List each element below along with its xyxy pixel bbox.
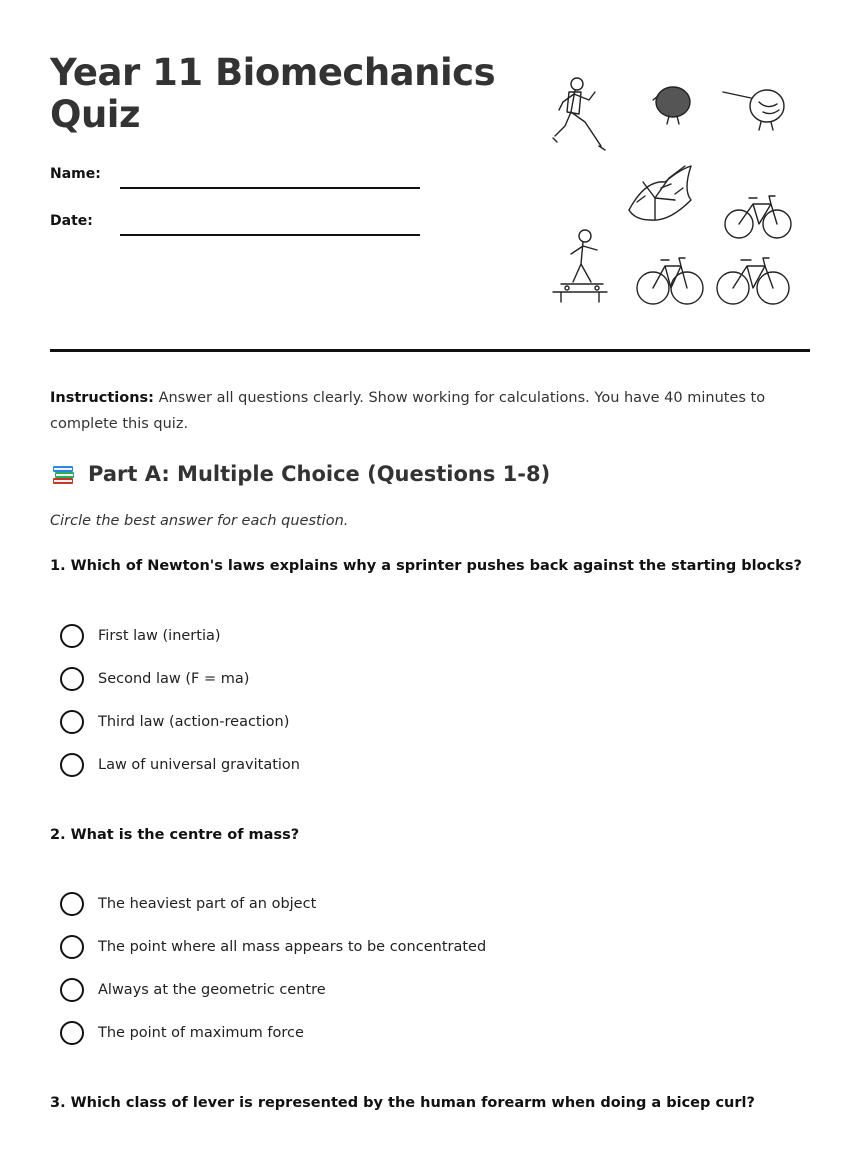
- option-label: The point of maximum force: [98, 1025, 304, 1041]
- instructions-text: Answer all questions clearly. Show working for calculations. You have 40 minutes to complete this quiz.: [50, 390, 766, 432]
- part-a-heading: [50, 460, 550, 488]
- radio-circle[interactable]: [60, 753, 84, 777]
- q1-option-d[interactable]: [60, 752, 300, 778]
- part-a-note: Circle the best answer for each question.: [50, 513, 349, 529]
- radio-circle[interactable]: [60, 892, 84, 916]
- q2-option-d[interactable]: [60, 1020, 304, 1046]
- name-label: Name:: [50, 166, 101, 182]
- runner-icon: [553, 78, 605, 150]
- option-label: Third law (action-reaction): [98, 714, 290, 730]
- radio-circle[interactable]: [60, 667, 84, 691]
- option-label: Second law (F = ma): [98, 671, 250, 687]
- radio-circle[interactable]: [60, 624, 84, 648]
- instructions-label: Instructions:: [50, 390, 154, 406]
- bicycle-icon: [725, 196, 791, 238]
- q2-option-a[interactable]: [60, 891, 316, 917]
- option-label: Law of universal gravitation: [98, 757, 300, 773]
- page-title: Year 11 Biomechanics Quiz: [50, 51, 496, 136]
- skateboarder-icon: [553, 230, 607, 302]
- books-icon: [50, 460, 78, 488]
- bicycle-icon: [637, 258, 703, 304]
- q1-option-c[interactable]: [60, 709, 289, 735]
- radio-circle[interactable]: [60, 710, 84, 734]
- bicycle-icon: [717, 258, 789, 304]
- radio-circle[interactable]: [60, 1021, 84, 1045]
- q1-option-a[interactable]: [60, 623, 221, 649]
- option-label: The heaviest part of an object: [98, 896, 317, 912]
- question-3: 3. Which class of lever is represented by the human forearm when doing a bicep curl?: [50, 1095, 755, 1111]
- date-label: Date:: [50, 213, 93, 229]
- q2-option-b[interactable]: [60, 934, 486, 960]
- long-beak-bird-icon: [723, 90, 784, 130]
- part-a-title: Part A: Multiple Choice (Questions 1-8): [88, 462, 551, 486]
- instructions: [50, 385, 820, 437]
- date-field[interactable]: [120, 234, 420, 236]
- option-label: First law (inertia): [98, 628, 221, 644]
- option-label: Always at the geometric centre: [98, 982, 326, 998]
- radio-circle[interactable]: [60, 935, 84, 959]
- name-field[interactable]: [120, 187, 420, 189]
- q1-option-b[interactable]: [60, 666, 249, 692]
- question-2: 2. What is the centre of mass?: [50, 827, 300, 843]
- kiwi-bird-icon: [653, 87, 690, 124]
- shrub-icon: [629, 166, 691, 220]
- option-label: The point where all mass appears to be concentrated: [98, 939, 487, 955]
- radio-circle[interactable]: [60, 978, 84, 1002]
- q2-option-c[interactable]: [60, 977, 326, 1003]
- biomechanics-clipart: [545, 70, 805, 310]
- question-1: 1. Which of Newton's laws explains why a sprinter pushes back against the starting blocks?: [50, 558, 802, 574]
- section-divider: [50, 349, 810, 352]
